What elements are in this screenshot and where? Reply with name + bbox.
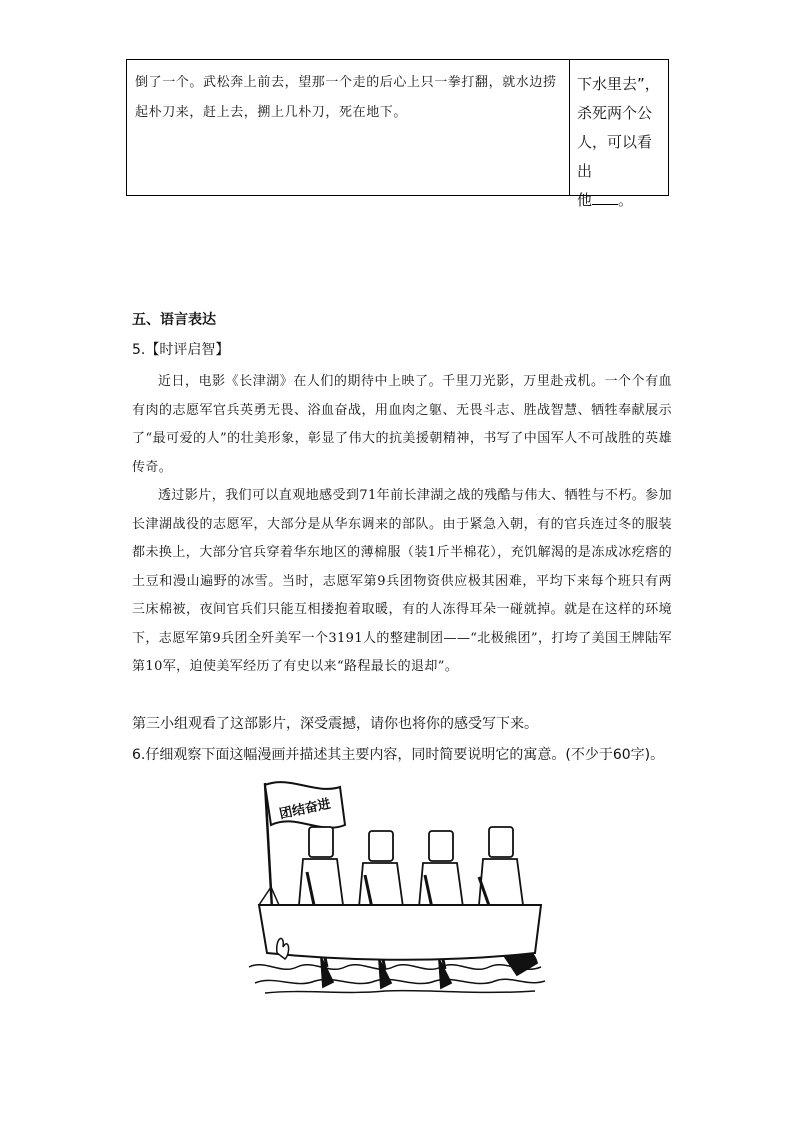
boat-bow — [259, 887, 279, 905]
right-line-4 — [577, 186, 665, 215]
rowing-cartoon-illustration — [245, 777, 550, 997]
table-right-cell — [577, 70, 665, 215]
passage-paragraph-2: 透过影片，我们可以直观地感受到71年前长津湖之战的残酷与伟大、牺牲与不朽。参加长津湖战役的志愿军，大部分是从华东调来的部队。由于紧急入朝，有的官兵连过冬的服装都未换上，大部分官兵穿着华东地区的薄棉服（装1斤半棉花），充饥解渴的是冻成冰疙瘩的土豆和漫山遍野的冰雪。当时，志愿军第9兵团物资供应极其困难，平均下来每个班只有两三床棉被，夜间官兵们只能互相搂抱着取暖，有的人冻得耳朵一碰就掉。就是在这样的环境下，志愿军第9兵团全歼美军一个3191人的整建制团——“北极熊团”，打垮了美国王牌陆军第10军，迫使美军经历了有史以来“路程最长的退却”。 — [132, 488, 672, 674]
question-5-prompt: 第三小组观看了这部影片，深受震撼，请你也将你的感受写下来。 — [132, 716, 538, 732]
question-5-title: 5.【时评启智】 — [132, 342, 230, 358]
boat-hull — [259, 905, 541, 960]
table-left-cell: 倒了一个。武松奔上前去，望那一个走的后心上只一拳打翻，就水边捞起朴刀来，赶上去，搠上几朴刀，死在地下。 — [135, 75, 557, 120]
right-line-4-prefix: 他 — [577, 191, 593, 209]
right-line-1: 下水里去”， — [577, 75, 660, 93]
answer-table — [126, 59, 669, 209]
question-5-passage — [132, 368, 672, 682]
fill-blank[interactable] — [592, 190, 618, 205]
flag-text: 团结奋进 — [278, 796, 333, 823]
right-line-3: 人，可以看出 — [577, 133, 653, 180]
section-title: 五、语言表达 — [132, 312, 216, 328]
passage-paragraph-1: 近日，电影《长津湖》在人们的期待中上映了。千里刀光影，万里赴戎机。一个个有血有肉的志愿军官兵英勇无畏、浴血奋战，用血肉之躯、无畏斗志、胜战智慧、牺牲奉献展示了“最可爱的人”的壮美形象，彰显了伟大的抗美援朝精神，书写了中国军人不可战胜的英雄传奇。 — [132, 374, 672, 475]
right-line-4-suffix: 。 — [618, 191, 634, 209]
water-waves — [249, 965, 545, 993]
table-divider — [569, 60, 570, 195]
right-line-2: 杀死两个公 — [577, 104, 653, 122]
question-6-text: 6.仔细观察下面这幅漫画并描述其主要内容，同时简要说明它的寓意。(不少于60字)。 — [132, 747, 665, 763]
